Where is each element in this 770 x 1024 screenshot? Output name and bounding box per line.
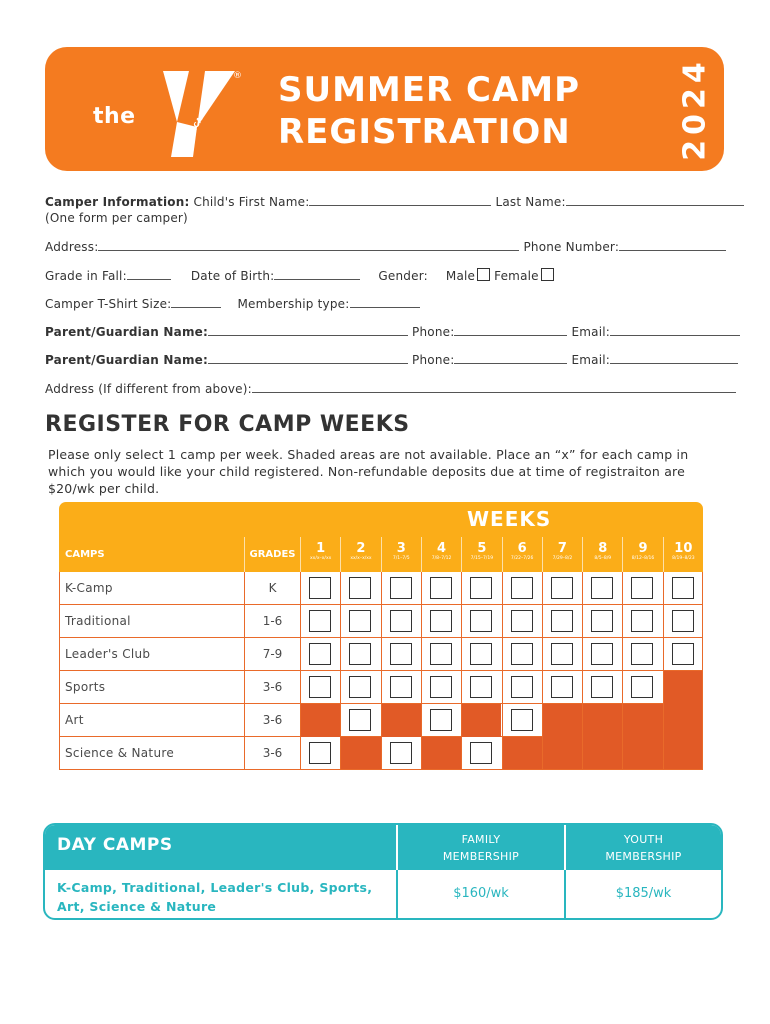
day-camps-list: K-Camp, Traditional, Leader's Club, Sports, Art, Science & Nature	[57, 880, 373, 914]
week-checkbox[interactable]	[631, 610, 653, 632]
family-price: $160/wk	[396, 870, 564, 918]
alt-address-line	[45, 382, 736, 396]
week-checkbox[interactable]	[551, 577, 573, 599]
week-header-3	[381, 537, 421, 572]
grade-field[interactable]	[127, 269, 171, 280]
female-label: Female	[494, 269, 539, 283]
last-name-field[interactable]	[566, 195, 744, 206]
week-checkbox[interactable]	[591, 676, 613, 698]
table-row	[59, 704, 703, 737]
phone-number-field[interactable]	[619, 240, 726, 251]
week-cell	[340, 572, 380, 605]
week-checkbox[interactable]	[390, 577, 412, 599]
day-camps-title-cell	[45, 825, 396, 870]
address-line	[45, 240, 726, 254]
first-name-label: Child's First Name:	[193, 195, 310, 209]
day-camps-header	[45, 825, 721, 870]
address-field[interactable]	[98, 240, 519, 251]
camp-name: Traditional	[65, 614, 131, 628]
camp-name: Science & Nature	[65, 746, 174, 760]
week-cell	[461, 605, 501, 638]
week-checkbox[interactable]	[631, 643, 653, 665]
week-checkbox[interactable]	[349, 676, 371, 698]
youth-price: $185/wk	[564, 870, 721, 918]
week-cell	[582, 605, 622, 638]
week-cell	[340, 638, 380, 671]
week-cell	[461, 638, 501, 671]
week-cell	[461, 572, 501, 605]
camp-grade: K	[244, 572, 300, 605]
first-name-field[interactable]	[309, 195, 491, 206]
camper-info-line	[45, 195, 744, 209]
week-cell	[542, 572, 582, 605]
unavailable-cell	[542, 737, 582, 770]
day-camps-box	[43, 823, 723, 920]
week-header-10	[663, 537, 703, 572]
week-number: 5	[477, 541, 487, 556]
week-cell	[582, 572, 622, 605]
parent-email-field-1[interactable]	[610, 325, 740, 336]
ymca-logo	[85, 67, 255, 159]
week-cell	[502, 572, 542, 605]
week-number: 9	[638, 541, 648, 556]
week-checkbox[interactable]	[672, 610, 694, 632]
week-cell	[300, 737, 340, 770]
week-cell	[663, 605, 703, 638]
week-number: 1	[316, 541, 326, 556]
week-header-7	[542, 537, 582, 572]
week-checkbox[interactable]	[551, 676, 573, 698]
week-checkbox[interactable]	[591, 610, 613, 632]
week-checkbox[interactable]	[349, 577, 371, 599]
week-cell	[542, 671, 582, 704]
week-number: 8	[598, 541, 608, 556]
week-cell	[542, 638, 582, 671]
family-membership-label: FAMILY MEMBERSHIP	[442, 833, 520, 863]
female-checkbox[interactable]	[541, 268, 554, 281]
parent-phone-field-1[interactable]	[454, 325, 567, 336]
week-checkbox[interactable]	[511, 610, 533, 632]
week-cell	[300, 572, 340, 605]
unavailable-cell	[340, 737, 380, 770]
week-checkbox[interactable]	[430, 577, 452, 599]
title-line-2: REGISTRATION	[278, 112, 571, 152]
week-checkbox[interactable]	[309, 577, 331, 599]
last-name-label: Last Name:	[495, 195, 566, 209]
week-checkbox[interactable]	[309, 643, 331, 665]
week-number: 3	[396, 541, 406, 556]
parent-email-field-2[interactable]	[610, 353, 738, 364]
week-checkbox[interactable]	[390, 643, 412, 665]
week-number: 2	[356, 541, 366, 556]
week-checkbox[interactable]	[470, 577, 492, 599]
camp-grade: 7-9	[244, 638, 300, 671]
tshirt-line	[45, 297, 420, 311]
week-header-6	[502, 537, 542, 572]
parent-label-2: Parent/Guardian Name:	[45, 353, 209, 367]
week-checkbox[interactable]	[390, 610, 412, 632]
weeks-label: WEEKS	[467, 507, 552, 531]
week-cell	[502, 671, 542, 704]
camp-grade: 3-6	[244, 671, 300, 704]
unavailable-cell	[300, 704, 340, 737]
week-checkbox[interactable]	[511, 577, 533, 599]
camp-name: Leader's Club	[65, 647, 151, 661]
unavailable-cell	[622, 704, 662, 737]
week-cell	[381, 605, 421, 638]
parent-name-field-2[interactable]	[208, 353, 408, 364]
camp-name: Art	[65, 713, 84, 727]
grades-header: GRADES	[244, 537, 300, 572]
week-cell	[663, 572, 703, 605]
camp-name: Sports	[65, 680, 106, 694]
table-row	[59, 671, 703, 704]
week-cell	[421, 605, 461, 638]
family-membership-header	[396, 825, 564, 870]
week-header-1	[300, 537, 340, 572]
unavailable-cell	[582, 704, 622, 737]
week-cell	[582, 671, 622, 704]
parent-name-field-1[interactable]	[208, 325, 408, 336]
email-label-2: Email:	[571, 353, 611, 367]
week-checkbox[interactable]	[430, 610, 452, 632]
membership-field[interactable]	[350, 297, 420, 308]
week-checkbox[interactable]	[349, 610, 371, 632]
week-checkbox[interactable]	[511, 643, 533, 665]
table-row	[59, 737, 703, 770]
week-cell	[381, 572, 421, 605]
week-cell	[622, 605, 662, 638]
week-checkbox[interactable]	[511, 676, 533, 698]
youth-membership-label: YOUTH MEMBERSHIP	[605, 833, 682, 863]
week-checkbox[interactable]	[349, 643, 371, 665]
week-checkbox[interactable]	[470, 742, 492, 764]
parent-phone-field-2[interactable]	[454, 353, 567, 364]
unavailable-cell	[663, 671, 703, 704]
week-cell	[502, 638, 542, 671]
week-cell	[300, 605, 340, 638]
week-checkbox[interactable]	[390, 676, 412, 698]
unavailable-cell	[582, 737, 622, 770]
week-number: 6	[517, 541, 527, 556]
week-number: 10	[674, 541, 693, 556]
week-cell	[582, 638, 622, 671]
unavailable-cell	[542, 704, 582, 737]
week-checkbox[interactable]	[430, 643, 452, 665]
unavailable-cell	[622, 737, 662, 770]
grade-line	[45, 268, 554, 283]
youth-membership-header	[564, 825, 721, 870]
week-cell	[421, 671, 461, 704]
week-cell	[381, 638, 421, 671]
tshirt-field[interactable]	[171, 297, 221, 308]
unavailable-cell	[381, 704, 421, 737]
week-cell	[340, 671, 380, 704]
week-dates: xx/x–x/xx	[350, 556, 372, 561]
week-checkbox[interactable]	[672, 643, 694, 665]
week-cell	[502, 704, 542, 737]
unavailable-cell	[421, 737, 461, 770]
gender-label: Gender:	[378, 269, 428, 283]
year-panel	[665, 47, 724, 171]
male-checkbox[interactable]	[477, 268, 490, 281]
week-dates: 7/1–7/5	[392, 556, 410, 561]
week-cell	[340, 605, 380, 638]
week-cell	[421, 638, 461, 671]
week-header-4	[421, 537, 461, 572]
camp-grade: 3-6	[244, 737, 300, 770]
week-checkbox[interactable]	[470, 643, 492, 665]
email-label-1: Email:	[571, 325, 611, 339]
week-cell	[461, 671, 501, 704]
grade-label: Grade in Fall:	[45, 269, 127, 283]
parent-line-1	[45, 325, 740, 339]
camper-info-label: Camper Information:	[45, 195, 190, 209]
unavailable-cell	[461, 704, 501, 737]
table-row	[59, 572, 703, 605]
dob-field[interactable]	[274, 269, 360, 280]
unavailable-cell	[502, 737, 542, 770]
camps-header: CAMPS	[65, 549, 105, 560]
week-dates: 7/29–8/2	[552, 556, 573, 561]
week-checkbox[interactable]	[309, 676, 331, 698]
week-header-8	[582, 537, 622, 572]
address-label: Address:	[45, 240, 99, 254]
week-cell	[381, 671, 421, 704]
week-checkbox[interactable]	[349, 709, 371, 731]
phone-label-1: Phone:	[412, 325, 455, 339]
parent-line-2	[45, 353, 738, 367]
week-cell	[300, 671, 340, 704]
week-cell	[542, 605, 582, 638]
week-checkbox[interactable]	[672, 577, 694, 599]
week-cell	[461, 737, 501, 770]
header-banner	[45, 47, 724, 171]
week-cell	[502, 605, 542, 638]
register-description: Please only select 1 camp per week. Shaded areas are not available. Place an “x” for each camp in which you would like your child registered. Non-refundable deposits due at time of registraiton are $20/wk per child.	[48, 447, 689, 496]
title-line-1: SUMMER CAMP	[278, 70, 581, 110]
week-cell	[663, 638, 703, 671]
table-header-row	[59, 537, 703, 572]
week-checkbox[interactable]	[591, 577, 613, 599]
alt-address-field[interactable]	[252, 382, 736, 393]
week-dates: xx/x–x/xx	[310, 556, 332, 561]
camp-name: K-Camp	[65, 581, 113, 595]
dob-label: Date of Birth:	[190, 269, 275, 283]
week-cell	[421, 704, 461, 737]
one-form-note: (One form per camper)	[45, 211, 188, 225]
membership-label: Membership type:	[237, 297, 350, 311]
table-row	[59, 638, 703, 671]
week-checkbox[interactable]	[430, 709, 452, 731]
week-dates: 8/19–8/23	[672, 556, 695, 561]
week-cell	[381, 737, 421, 770]
alt-address-label: Address (If different from above):	[45, 382, 252, 396]
week-checkbox[interactable]	[430, 676, 452, 698]
week-cell	[421, 572, 461, 605]
week-checkbox[interactable]	[390, 742, 412, 764]
phone-number-label: Phone Number:	[523, 240, 620, 254]
week-cell	[622, 638, 662, 671]
camp-grade: 3-6	[244, 704, 300, 737]
week-dates: 8/12–8/16	[631, 556, 655, 561]
week-header-5	[461, 537, 501, 572]
week-checkbox[interactable]	[551, 643, 573, 665]
week-number: 7	[557, 541, 567, 556]
week-checkbox[interactable]	[309, 742, 331, 764]
logo-text-ymca: YMCA	[186, 115, 205, 141]
week-checkbox[interactable]	[591, 643, 613, 665]
week-checkbox[interactable]	[631, 676, 653, 698]
week-dates: 7/8–7/12	[431, 556, 452, 561]
year-label: 2024	[677, 57, 712, 161]
registered-mark: ®	[233, 71, 242, 81]
day-camps-title: DAY CAMPS	[57, 835, 173, 855]
week-cell	[340, 704, 380, 737]
table-row	[59, 605, 703, 638]
week-number: 4	[437, 541, 447, 556]
week-cell	[622, 572, 662, 605]
camp-grade: 1-6	[244, 605, 300, 638]
page-title	[278, 69, 608, 153]
tshirt-label: Camper T-Shirt Size:	[45, 297, 172, 311]
week-checkbox[interactable]	[470, 676, 492, 698]
weeks-table	[59, 502, 703, 770]
phone-label-2: Phone:	[412, 353, 455, 367]
week-checkbox[interactable]	[551, 610, 573, 632]
logo-text-the: the	[93, 104, 136, 129]
week-header-2	[340, 537, 380, 572]
week-checkbox[interactable]	[309, 610, 331, 632]
week-dates: 7/15–7/19	[470, 556, 494, 561]
week-checkbox[interactable]	[631, 577, 653, 599]
week-dates: 7/22–7/26	[510, 556, 534, 561]
unavailable-cell	[663, 737, 703, 770]
unavailable-cell	[663, 704, 703, 737]
register-title: REGISTER FOR CAMP WEEKS	[45, 412, 410, 437]
weeks-band	[59, 502, 703, 537]
male-label: Male	[445, 269, 476, 283]
week-cell	[300, 638, 340, 671]
week-checkbox[interactable]	[470, 610, 492, 632]
week-cell	[622, 671, 662, 704]
parent-label-1: Parent/Guardian Name:	[45, 325, 209, 339]
week-checkbox[interactable]	[511, 709, 533, 731]
week-dates: 8/5–8/9	[594, 556, 612, 561]
week-header-9	[622, 537, 662, 572]
